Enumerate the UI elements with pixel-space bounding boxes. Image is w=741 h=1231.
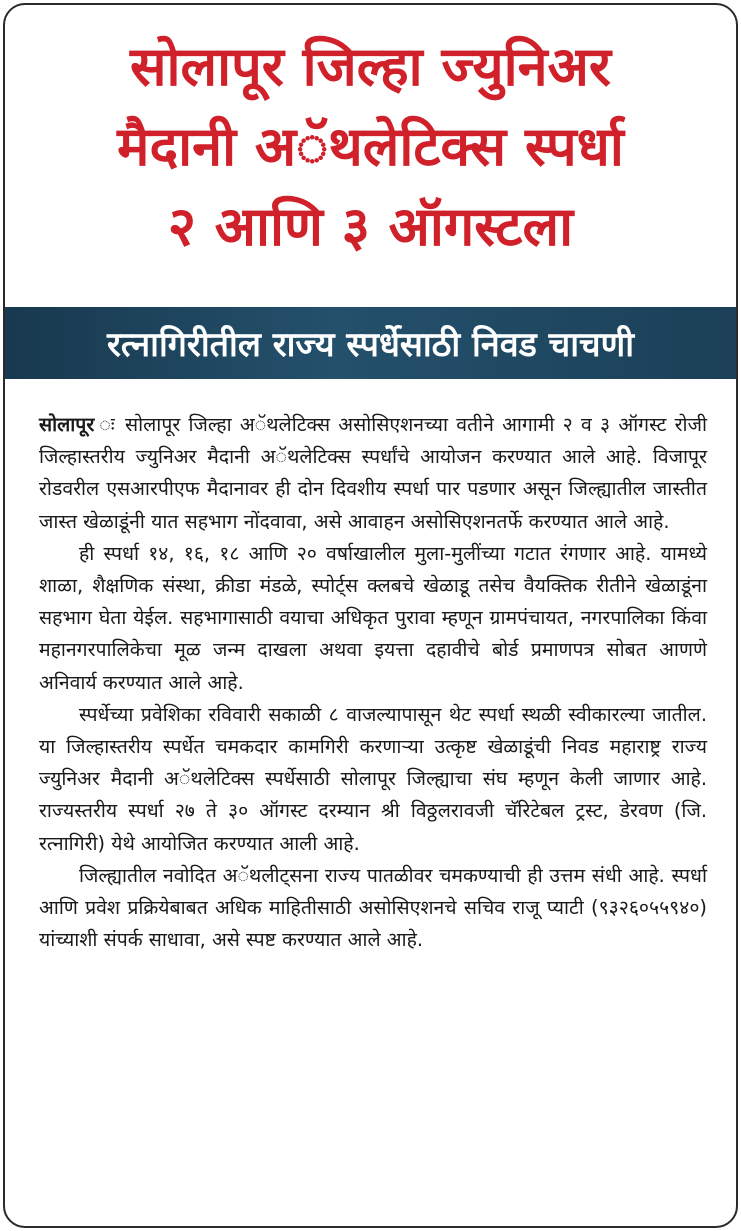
dateline: सोलापूर — [39, 413, 95, 436]
dateline-separator: ः — [94, 413, 126, 436]
news-clipping — [3, 3, 738, 1228]
subheadline: रत्नागिरीतील राज्य स्पर्धेसाठी निवड चाचणी — [106, 325, 635, 365]
headline-line-3: २ आणि ३ ऑगस्टला — [167, 195, 574, 258]
headline-line-1: सोलापूर जिल्हा ज्युनिअर — [130, 35, 611, 98]
article-paragraph-3: स्पर्धेच्या प्रवेशिका रविवारी सकाळी ८ वाजल्यापासून थेट स्पर्धा स्थळी स्वीकारल्या जातील. या जिल्हास्तरीय स्पर्धेत चमकदार कामगिरी करणाऱ्या उत्कृष्ट खेळाडूंची निवड महाराष्ट्र राज्य ज्युनिअर मैदानी अॅथलेटिक्स स्पर्धेसाठी सोलापूर जिल्ह्याचा संघ म्हणून केली जाणार आहे. राज्यस्तरीय स्पर्धा २७ ते ३० ऑगस्ट दरम्यान श्री विठ्ठलरावजी चॅरिटेबल ट्रस्ट, डेरवण (जि. रत्नागिरी) येथे आयोजित करण्यात आली आहे. — [39, 702, 707, 855]
headline-line-2: मैदानी अॅथलेटिक्स स्पर्धा — [117, 115, 624, 178]
paragraph-1-text: सोलापूर जिल्हा अॅथलेटिक्स असोसिएशनच्या वतीने आगामी २ व ३ ऑगस्ट रोजी जिल्हास्तरीय ज्युनिअर मैदानी अॅथलेटिक्स स्पर्धांचे आयोजन करण्यात आले आहे. विजापूर रोडवरील एसआरपीएफ मैदानावर ही दोन दिवशीय स्पर्धा पार पडणार असून जिल्ह्यातील जास्तीत जास्त खेळाडूंनी यात सहभाग नोंदवावा, असे आवाहन असोसिएशनतर्फे करण्यात आले आहे. — [39, 413, 707, 533]
headline — [5, 27, 736, 267]
subheadline-bar — [5, 307, 736, 379]
article-body — [39, 409, 707, 956]
article-paragraph-2: ही स्पर्धा १४, १६, १८ आणि २० वर्षाखालील मुला-मुलींच्या गटात रंगणार आहे. यामध्ये शाळा, शैक्षणिक संस्था, क्रीडा मंडळे, स्पोर्ट्स क्लबचे खेळाडू तसेच वैयक्तिक रीतीने खेळाडूंना सहभाग घेता येईल. सहभागासाठी वयाचा अधिकृत पुरावा म्हणून ग्रामपंचायत, नगरपालिका किंवा महानगरपालिकेचा मूळ जन्म दाखला अथवा इयत्ता दहावीचे बोर्ड प्रमाणपत्र सोबत आणणे अनिवार्य करण्यात आले आहे. — [39, 541, 707, 694]
article-paragraph-1 — [39, 409, 707, 538]
article-paragraph-4: जिल्ह्यातील नवोदित अॅथलीट्सना राज्य पातळीवर चमकण्याची ही उत्तम संधी आहे. स्पर्धा आणि प्रवेश प्रक्रियेबाबत अधिक माहितीसाठी असोसिएशनचे सचिव राजू प्याटी (९३२६०५५९४०) यांच्याशी संपर्क साधावा, असे स्पष्ट करण्यात आले आहे. — [39, 863, 707, 952]
